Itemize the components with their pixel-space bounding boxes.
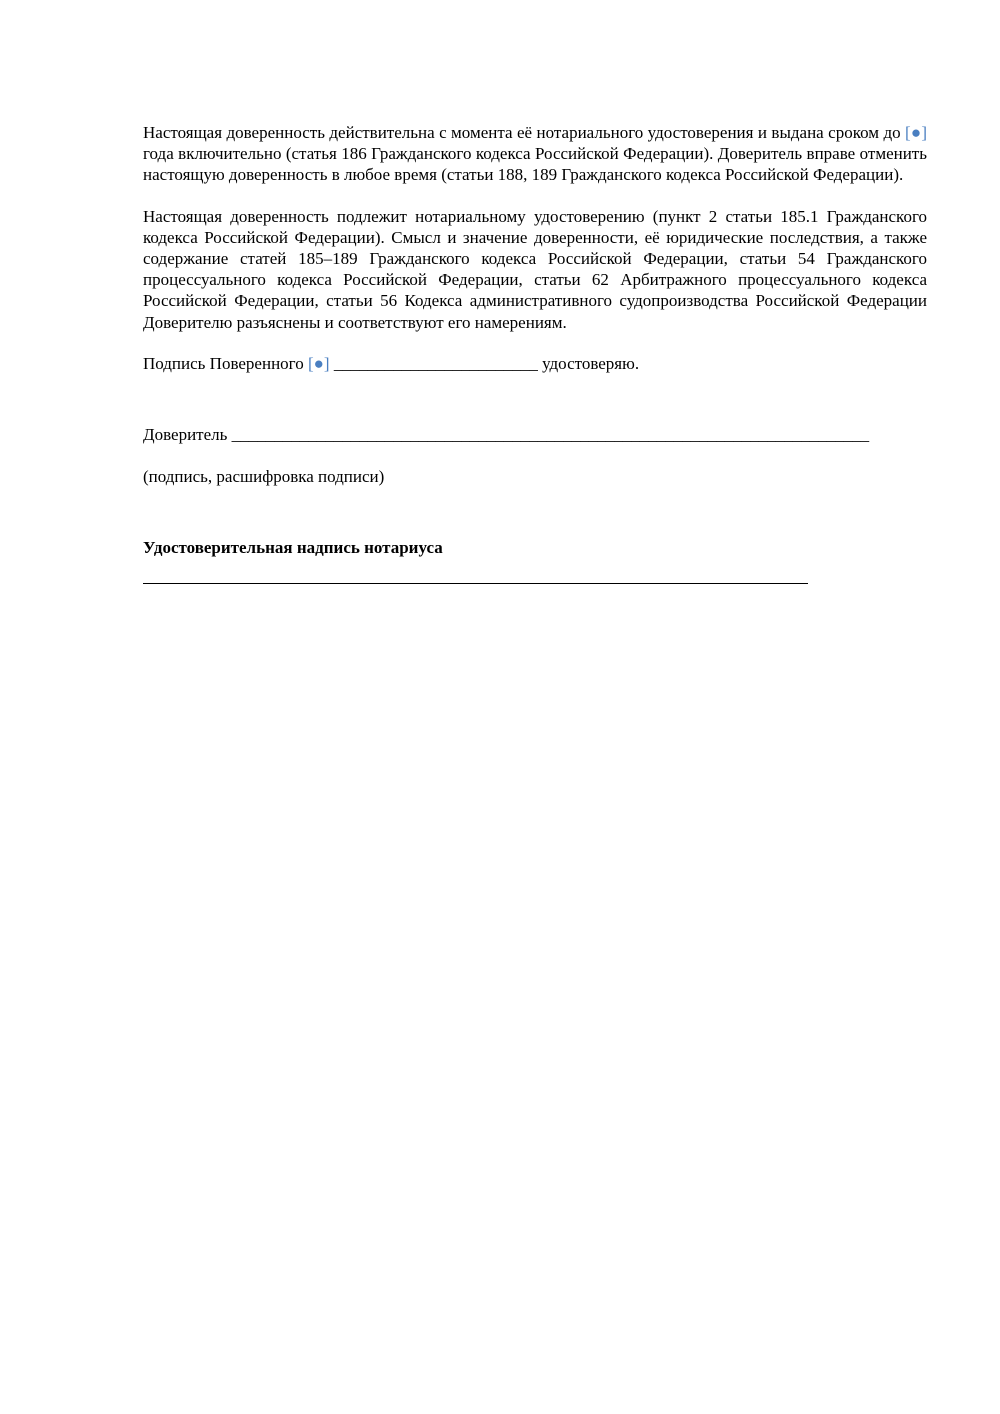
principal-signature-line xyxy=(143,424,927,445)
attorney-name-placeholder: [●] xyxy=(307,353,330,373)
validity-text-part1: Настоящая доверенность действительна с момента её нотариального удостоверения и выдана сроком до xyxy=(143,123,906,142)
attorney-signature-label: Подпись Поверенного xyxy=(143,353,308,373)
attorney-signature-line xyxy=(143,353,927,374)
attorney-signature-suffix: удостоверяю. xyxy=(542,353,640,373)
principal-label: Доверитель xyxy=(143,425,232,445)
signature-note: (подпись, расшифровка подписи) xyxy=(143,467,385,487)
notary-heading: Удостоверительная надпись нотариуса xyxy=(143,538,443,558)
notarization-paragraph: Настоящая доверенность подлежит нотариальному удостоверению (пункт 2 статьи 185.1 Гражданского кодекса Российской Федерации). Смысл и значение доверенности, её юридические последствия, а также содержание статей 185–189 Гражданского кодекса Российской Федерации, статьи 54 Гражданского процессуального кодекса Российской Федерации, статьи 62 Арбитражного процессуального кодекса Российской Федерации, статьи 56 Кодекса административного судопроизводства Российской Федерации Доверителю разъяснены и соответствуют его намерениям. xyxy=(143,206,927,332)
attorney-signature-blank: ________________________ xyxy=(329,353,543,373)
document-body xyxy=(143,122,927,584)
date-placeholder: [●] xyxy=(905,123,927,142)
notary-signature-line xyxy=(143,583,808,584)
validity-paragraph xyxy=(143,122,927,186)
principal-signature-blank: ___________________________________________________________________________ xyxy=(231,425,870,445)
validity-text-part2: года включительно (статья 186 Гражданского кодекса Российской Федерации). Доверитель вправе отменить настоящую доверенность в любое время (статьи 188, 189 Гражданского кодекса Российской Федерации). xyxy=(143,144,927,185)
